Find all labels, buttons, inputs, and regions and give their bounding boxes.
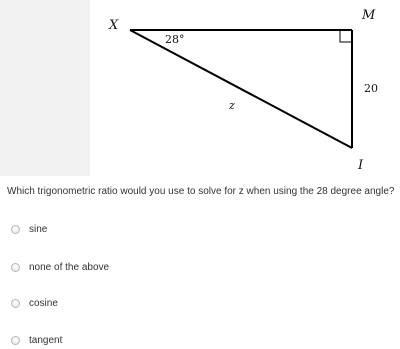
option-label: sine <box>29 223 48 235</box>
option-tangent[interactable] <box>11 333 62 347</box>
side-xi <box>130 30 352 148</box>
vertex-m-label: M <box>362 8 376 23</box>
option-cosine[interactable] <box>11 296 58 310</box>
angle-label: 28° <box>165 33 185 46</box>
triangle-figure <box>90 0 400 176</box>
option-none-of-the-above[interactable] <box>11 260 109 274</box>
right-angle-marker <box>340 30 352 42</box>
radio-button[interactable] <box>11 225 20 234</box>
vertex-i-label: I <box>358 158 364 173</box>
triangle-diagram <box>90 0 400 176</box>
radio-button[interactable] <box>11 299 20 308</box>
question-text: Which trigonometric ratio would you use to solve for z when using the 28 degree angle? <box>7 186 395 197</box>
option-sine[interactable] <box>11 222 47 236</box>
radio-button[interactable] <box>11 336 20 345</box>
option-label: cosine <box>29 297 58 309</box>
vertex-x-label: X <box>109 18 119 33</box>
option-label: none of the above <box>29 261 110 273</box>
side-mi-length-label: 20 <box>364 82 378 95</box>
hypotenuse-label: z <box>229 99 235 112</box>
radio-button[interactable] <box>11 263 20 272</box>
option-label: tangent <box>29 334 63 346</box>
